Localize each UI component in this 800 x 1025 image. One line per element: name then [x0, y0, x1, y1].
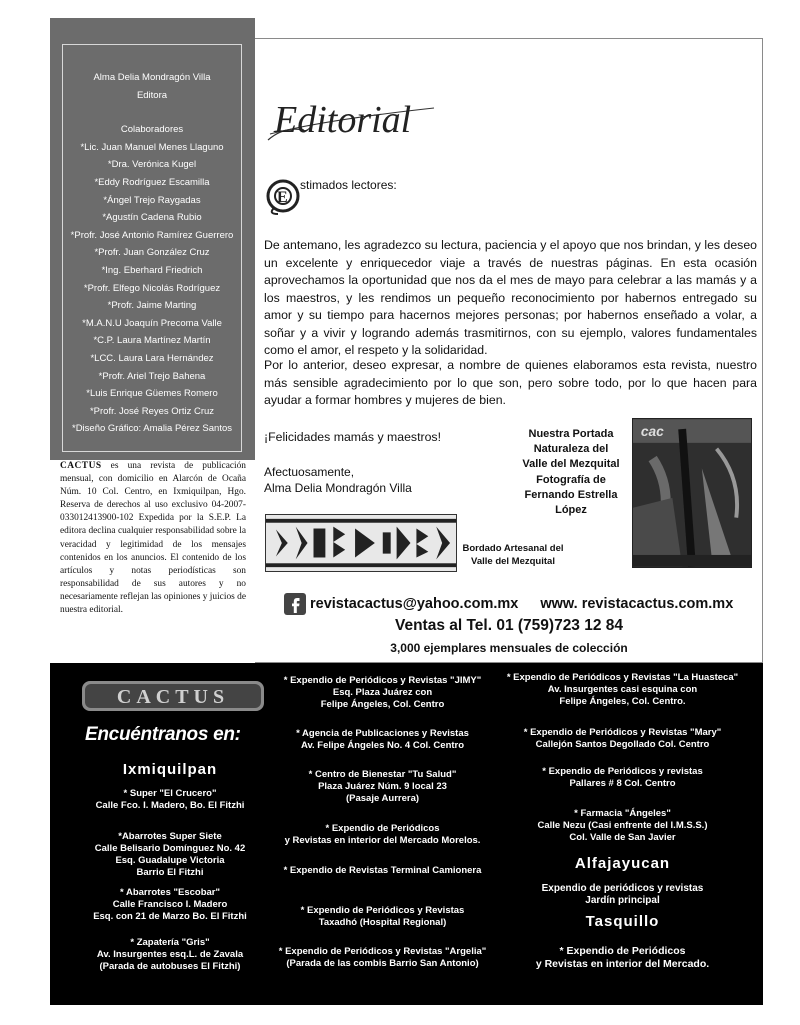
collaborator-item: *M.A.N.U Joaquín Precoma Valle [82, 317, 222, 329]
facebook-icon [284, 593, 306, 615]
editorial-title-text: Editorial [274, 99, 412, 141]
collaborator-item: *Profr. José Reyes Ortiz Cruz [89, 405, 215, 417]
collaborator-item: *Eddy Rodríguez Escamilla [94, 176, 210, 188]
embroidery-image [265, 514, 457, 572]
collaborator-item: *Luis Enrique Güemes Romero [86, 388, 218, 400]
legal-notice [60, 460, 246, 617]
cover-caption-line: Fotografía de [536, 473, 606, 486]
congrats-text: ¡Felicidades mamás y maestros! [264, 430, 441, 444]
credits-box [62, 44, 242, 452]
embroidery-caption-line: Bordado Artesanal del [462, 543, 564, 554]
contact-line [284, 593, 733, 615]
city-tasquillo: Tasquillo [585, 913, 660, 930]
embroidery-caption-line: Valle del Mezquital [471, 555, 555, 567]
city-alfajayucan: Alfajayucan [574, 855, 671, 872]
editorial-title [264, 90, 444, 150]
cover-caption-line: Nuestra Portada [528, 428, 614, 440]
magazine-name: CACTUS [60, 461, 102, 471]
location-item: *Abarrotes Super Siete Calle Belisario Domínguez No. 42 Esq. Guadalupe Victoria Barrio El Fitzhi [94, 831, 246, 878]
cover-caption-line: Naturaleza del [533, 443, 609, 456]
cactus-logo [82, 681, 264, 711]
location-item: * Expendio de Periódicos y Revistas "La Huasteca" Av. Insurgentes casi esquina con Felipe Ángeles, Col. Centro. [506, 672, 739, 707]
collaborator-item: *Lic. Juan Manuel Menes Llaguno [80, 141, 224, 153]
location-item: * Centro de Bienestar "Tu Salud" Plaza Juárez Núm. 9 local 23 (Pasaje Aurrera) [308, 769, 457, 804]
location-item: * Expendio de Periódicos y Revistas Taxadhó (Hospital Regional) [300, 905, 465, 928]
cover-image [632, 418, 752, 568]
collaborator-item: *Ing. Eberhard Friedrich [101, 264, 203, 276]
location-item: * Expendio de Periódicos y Revistas "Mary" Callejón Santos Degollado Col. Centro [523, 727, 722, 750]
collaborator-item: *LCC. Laura Lara Hernández [90, 352, 214, 364]
location-item: Expendio de periódicos y revistas Jardín principal [541, 883, 704, 906]
editor-name: Alma Delia Mondragón Villa [93, 72, 211, 83]
collaborator-item: *C.P. Laura Martínez Martín [93, 335, 211, 347]
location-item: * Zapatería "Gris" Av. Insurgentes esq.L. de Zavala (Parada de autobuses El Fitzhi) [96, 937, 244, 972]
location-item: * Expendio de Periódicos y Revistas "Argelia" (Parada de las combis Barrio San Antonio) [278, 946, 487, 969]
copies-line: 3,000 ejemplares mensuales de colección [390, 641, 628, 655]
email-link[interactable]: revistacactus@yahoo.com.mx [310, 595, 519, 612]
collaborator-item: *Profr. Jaime Marting [107, 300, 197, 312]
editorial-paragraph-1: De antemano, les agradezco su lectura, paciencia y el apoyo que nos brindan, y les deseo un excelente y enriquecedor viaje a través de nuestras páginas. En esta ocasión aprovechamos la oportunidad que nos da el mes de mayo para celebrar a las mamás y a los maestros, y les rendimos un pequeño reconocimiento por habernos entregado su amor y su tiempo para hacernos mejores personas; por habernos enseñado a volar, a soñar y a vivir y logrando además trasmitirnos, con su ejemplo, valores fundamentales como el amor, el respeto y la solidaridad. [264, 238, 757, 357]
cover-caption [510, 427, 632, 518]
collaborator-item: *Profr. Ariel Trejo Bahena [98, 370, 206, 382]
drop-cap-letter: E [277, 189, 288, 206]
location-item: * Abarrotes "Escobar" Calle Francisco I. Madero Esq. con 21 de Marzo Bo. El Fitzhi [93, 887, 247, 922]
editorial-paragraph-2: Por lo anterior, deseo expresar, a nombre de quienes elaboramos esta revista, nuestro más sensible agradecimiento por lo que son, pero sobre todo, por lo que hacen para ayudar a formar hombres y mujeres de bien. [264, 358, 757, 407]
embroidery-caption [458, 543, 568, 568]
logo-text: CACTUS [116, 686, 230, 708]
collaborators-heading: Colaboradores [120, 124, 184, 136]
collaborator-item: *Dra. Verónica Kugel [107, 159, 197, 171]
city-ixmiquilpan: Ixmiquilpan [122, 761, 218, 778]
collaborator-item: *Agustín Cadena Rubio [102, 212, 202, 224]
greeting-text: stimados lectores: [300, 178, 397, 192]
signature-block [264, 464, 412, 496]
collaborator-item: *Ángel Trejo Raygadas [103, 194, 201, 206]
find-us-heading: Encuéntranos en: [85, 724, 241, 745]
legal-text: es una revista de publicación mensual, con domicilio en Alarcón de Ocaña Núm. 10 Col. Centro, en Ixmiquilpan, Hgo. Reserva de derechos al uso exclusivo 04-2007-033012413900-102 Expedida por la S.E.P. La editora declina cualquier responsabilidad sobre la veracidad y legitimidad de los mensajes contenidos en los anuncios. El contenido de los artículos y notas periodísticas son responsabilidad de sus autores y no necesariamente reflejan las opiniones y juicios de nuestra editorial. [60, 461, 246, 616]
cover-caption-line: Valle del Mezquital [522, 458, 620, 471]
location-item: * Expendio de Revistas Terminal Camionera [283, 865, 482, 876]
collaborator-item: *Profr. Juan González Cruz [94, 247, 210, 259]
drop-cap [264, 176, 302, 216]
closing-text: Afectuosamente, [264, 465, 355, 479]
location-item: * Expendio de Periódicos y Revistas en interior del Mercado. [535, 945, 710, 970]
location-item: * Expendio de Periódicos y Revistas "JIMY" Esq. Plaza Juárez con Felipe Ángeles, Col. Centro [283, 675, 482, 710]
cover-caption-line: Fernando Estrella López [524, 488, 618, 517]
svg-text:cac: cac [640, 423, 664, 439]
collaborator-item: *Profr. José Antonio Ramírez Guerrero [70, 229, 234, 241]
signature-name: Alma Delia Mondragón Villa [264, 481, 412, 495]
location-item: * Expendio de Periódicos y Revistas en interior del Mercado Morelos. [284, 823, 481, 846]
location-item: * Agencia de Publicaciones y Revistas Av. Felipe Ángeles No. 4 Col. Centro [296, 728, 469, 751]
location-item: * Super "El Crucero" Calle Fco. I. Madero, Bo. El Fitzhi [95, 788, 245, 811]
website-link[interactable]: www. revistacactus.com.mx [540, 595, 734, 612]
location-item: * Farmacia "Ángeles" Calle Nezu (Casi enfrente del I.M.S.S.) Col. Valle de San Javier [537, 808, 708, 843]
phone-line: Ventas al Tel. 01 (759)723 12 84 [394, 617, 624, 634]
collaborator-item: *Diseño Gráfico: Amalia Pérez Santos [72, 423, 232, 435]
editor-role: Editora [136, 89, 168, 101]
location-item: * Expendio de Periódicos y revistas Pallares # 8 Col. Centro [542, 766, 703, 789]
collaborator-item: *Profr. Elfego Nicolás Rodríguez [83, 282, 221, 294]
